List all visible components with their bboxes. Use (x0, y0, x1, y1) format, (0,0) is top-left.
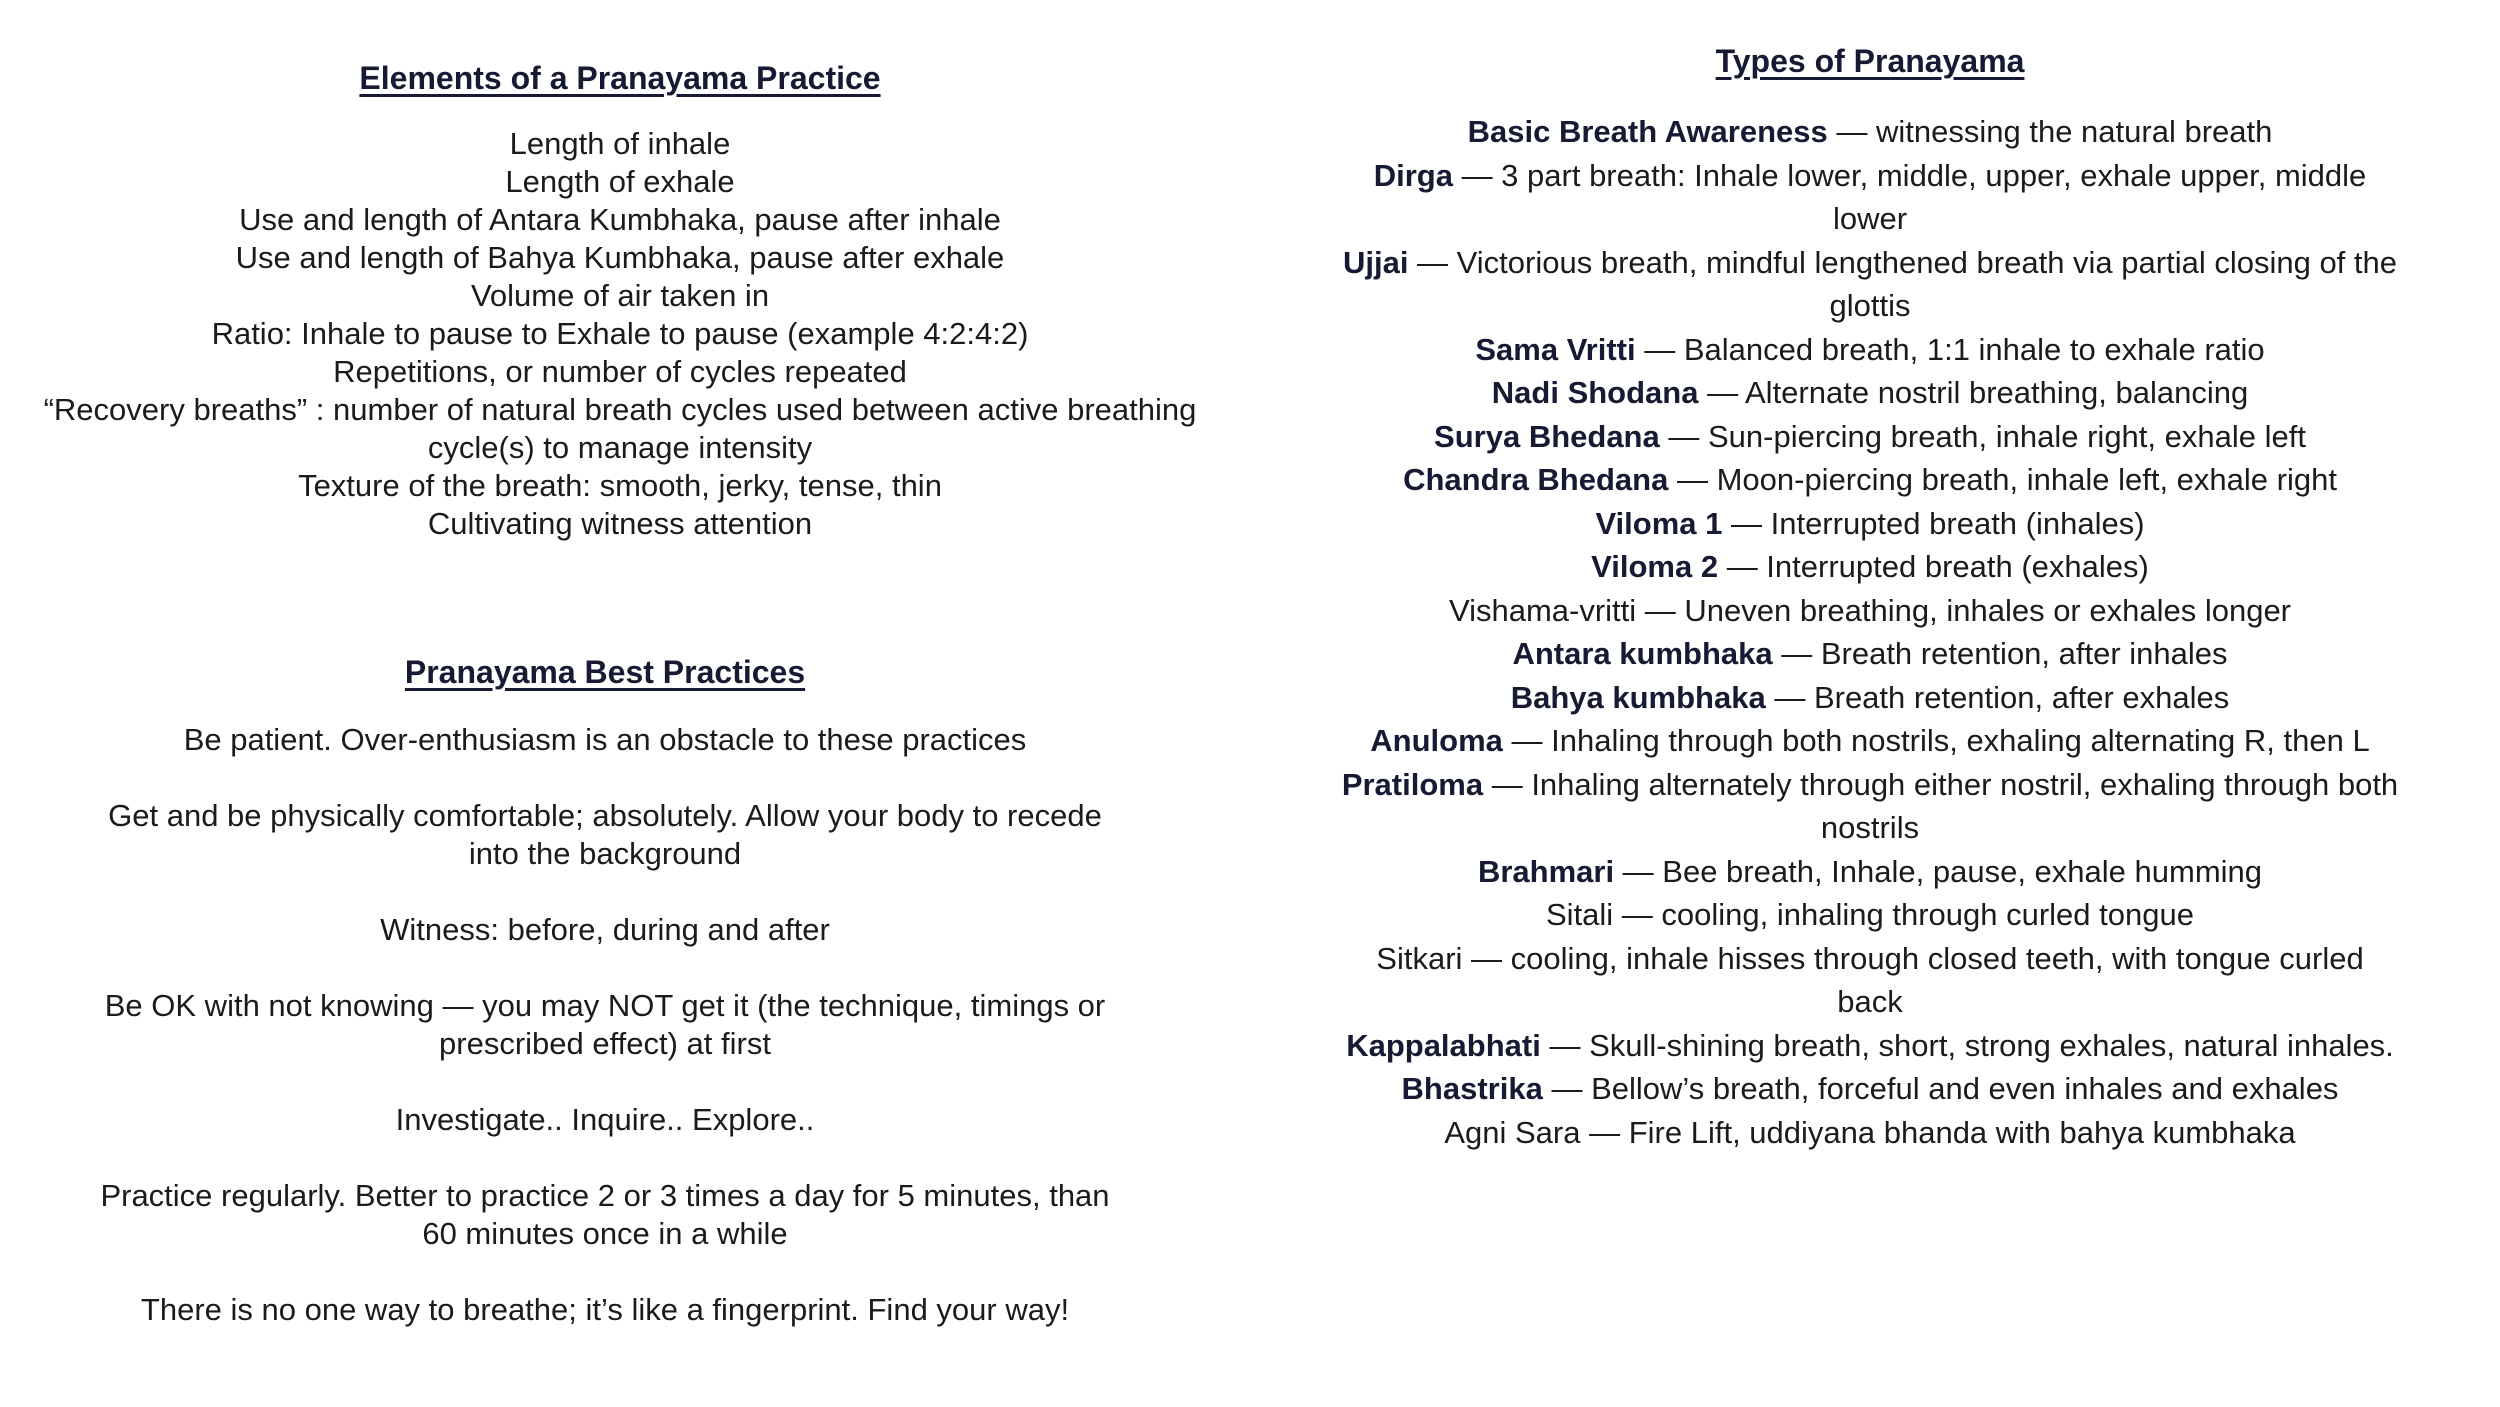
type-term: Brahmari (1477, 853, 1615, 889)
type-term: Chandra Bhedana (1403, 462, 1669, 497)
type-description: Vishama-vritti — Uneven breathing, inhales or exhales longer (1448, 592, 2292, 628)
list-item (1340, 1024, 2400, 1068)
types-section (1340, 43, 2400, 1154)
type-term: Ujjai (1342, 244, 1409, 280)
list-item (1340, 458, 2400, 502)
best-practices-list (80, 721, 1130, 1329)
type-description: — Sun-piercing breath, inhale right, exhale left (1659, 418, 2306, 454)
list-item: Be OK with not knowing — you may NOT get it (the technique, timings or prescribed effect) at first (104, 988, 1106, 1061)
type-term: Dirga (1373, 157, 1453, 193)
list-item (1340, 1111, 2400, 1155)
list-item (1340, 763, 2400, 850)
list-item (1340, 1067, 2400, 1111)
type-term: Surya Bhedana (1434, 418, 1660, 454)
type-term: Antara kumbhaka (1512, 636, 1773, 671)
list-item (1340, 589, 2400, 633)
list-item: Be patient. Over-enthusiasm is an obstacle to these practices (183, 722, 1027, 757)
type-description: — Bellow’s breath, forceful and even inhales and exhales (1542, 1071, 2339, 1106)
type-term: Bahya kumbhaka (1510, 679, 1766, 715)
type-description: — Inhaling alternately through either nostril, exhaling through both nostrils (1483, 766, 2399, 845)
list-item: Cultivating witness attention (427, 506, 813, 541)
type-term: Basic Breath Awareness (1467, 114, 1828, 149)
best-practices-section (80, 654, 1130, 1367)
type-term: Bhastrika (1401, 1071, 1543, 1106)
list-item: Length of exhale (505, 164, 735, 199)
list-item (1340, 893, 2400, 937)
list-item (1340, 850, 2400, 894)
list-item: Texture of the breath: smooth, jerky, tense, thin (298, 468, 942, 503)
list-item: Witness: before, during and after (380, 912, 830, 947)
type-description: — Moon-piercing breath, inhale left, exhale right (1668, 462, 2337, 497)
list-item: Length of inhale (509, 126, 731, 161)
best-practices-heading: Pranayama Best Practices (404, 654, 806, 690)
type-term: Nadi Shodana (1491, 375, 1699, 410)
list-item (1340, 110, 2400, 154)
type-term: Anuloma (1370, 723, 1503, 758)
list-item (1340, 719, 2400, 763)
type-description: — Skull-shining breath, short, strong exhales, natural inhales. (1540, 1027, 2394, 1063)
type-description: — Interrupted breath (inhales) (1722, 505, 2145, 541)
elements-list (20, 125, 1220, 543)
types-heading: Types of Pranayama (1715, 43, 2025, 79)
type-description: Sitkari — cooling, inhale hisses through closed teeth, with tongue curled back (1376, 940, 2364, 1019)
type-description: — Victorious breath, mindful lengthened breath via partial closing of the glottis (1408, 244, 2398, 323)
type-description: — Inhaling through both nostrils, exhaling alternating R, then L (1502, 723, 2370, 758)
type-description: Sitali — cooling, inhaling through curled tongue (1546, 897, 2194, 932)
list-item (1340, 328, 2400, 372)
type-term: Sama Vritti (1475, 331, 1636, 367)
list-item (1340, 676, 2400, 720)
list-item (1340, 154, 2400, 241)
type-description: — Interrupted breath (exhales) (1718, 549, 2149, 584)
list-item (1340, 545, 2400, 589)
list-item: Practice regularly. Better to practice 2 or 3 times a day for 5 minutes, than 60 minutes once in a while (100, 1178, 1110, 1251)
type-term: Viloma 1 (1595, 505, 1723, 541)
type-description: — Breath retention, after inhales (1772, 636, 2228, 671)
list-item: Use and length of Antara Kumbhaka, pause after inhale (239, 202, 1001, 237)
type-description: — Alternate nostril breathing, balancing (1698, 375, 2249, 410)
list-item: There is no one way to breathe; it’s like a fingerprint. Find your way! (140, 1292, 1070, 1327)
list-item: Ratio: Inhale to pause to Exhale to pause (example 4:2:4:2) (211, 316, 1029, 351)
list-item (1340, 632, 2400, 676)
type-description: Agni Sara — Fire Lift, uddiyana bhanda with bahya kumbhaka (1444, 1114, 2296, 1150)
type-description: — Breath retention, after exhales (1765, 679, 2230, 715)
list-item: Volume of air taken in (470, 278, 770, 313)
elements-section (20, 60, 1220, 543)
list-item (1340, 415, 2400, 459)
list-item: Investigate.. Inquire.. Explore.. (395, 1102, 815, 1137)
type-term: Pratiloma (1341, 766, 1484, 802)
type-description: — Bee breath, Inhale, pause, exhale humming (1614, 853, 2263, 889)
type-term: Viloma 2 (1591, 549, 1719, 584)
list-item: Get and be physically comfortable; absolutely. Allow your body to recede into the background (108, 798, 1102, 871)
list-item (1340, 241, 2400, 328)
type-term: Kappalabhati (1346, 1027, 1541, 1063)
types-list (1340, 110, 2400, 1154)
list-item: Repetitions, or number of cycles repeated (333, 354, 907, 389)
type-description: — witnessing the natural breath (1827, 114, 2273, 149)
list-item (1340, 371, 2400, 415)
elements-heading: Elements of a Pranayama Practice (359, 60, 881, 96)
list-item (1340, 502, 2400, 546)
type-description: — 3 part breath: Inhale lower, middle, upper, exhale upper, middle lower (1452, 157, 2367, 236)
list-item (1340, 937, 2400, 1024)
list-item: Use and length of Bahya Kumbhaka, pause after exhale (235, 240, 1005, 275)
type-description: — Balanced breath, 1:1 inhale to exhale ratio (1635, 331, 2265, 367)
list-item: “Recovery breaths” : number of natural breath cycles used between active breathing cycle(s) to manage intensity (43, 392, 1197, 465)
